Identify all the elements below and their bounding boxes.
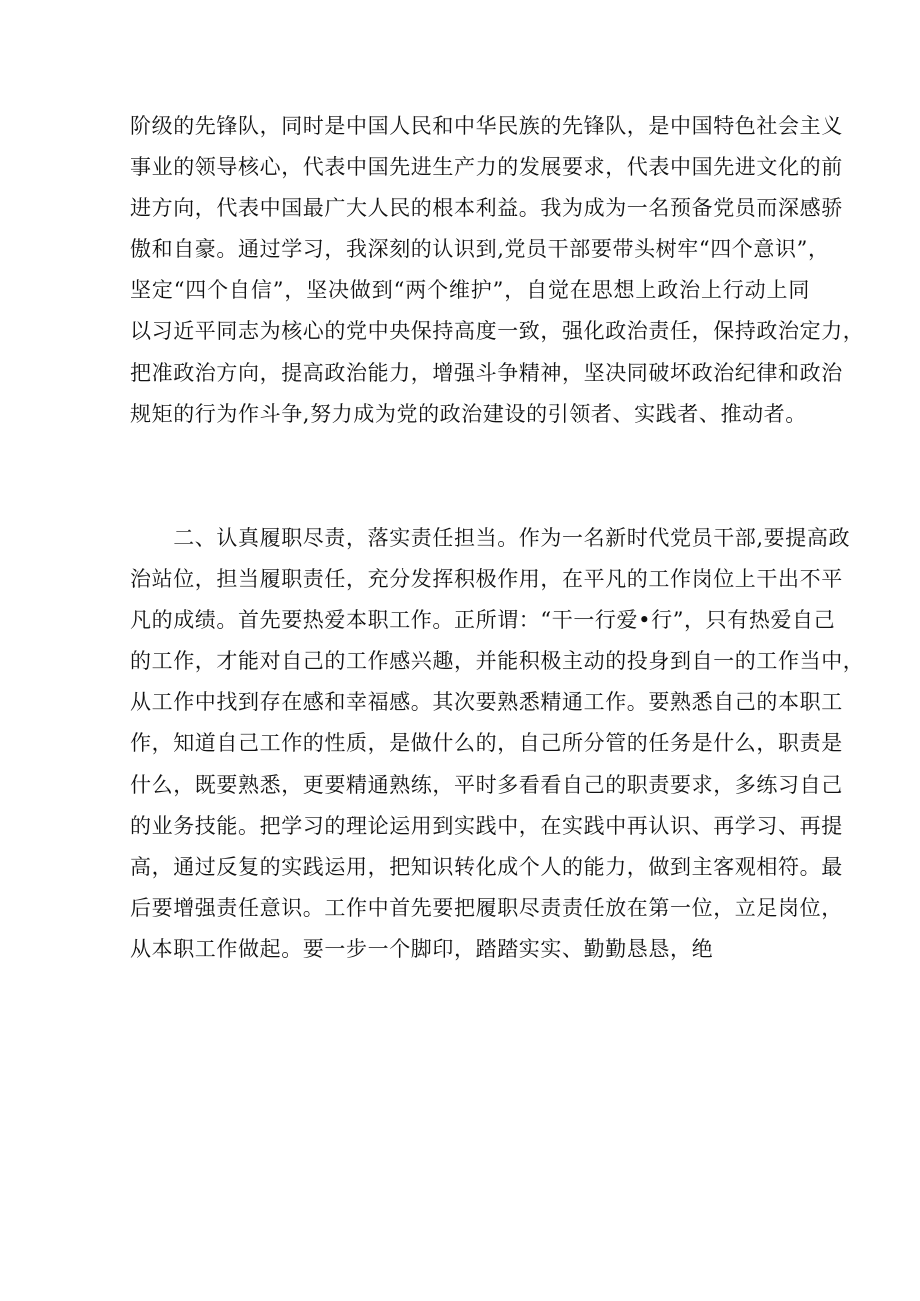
text-line: 的工作，才能对自己的工作感兴趣，并能积极主动的投身到自一的工作当中， [130,649,865,674]
text-line: 作，知道自己工作的性质，是做什么的，自己所分管的任务是什么，职责是 [130,731,843,756]
text-line: 从工作中找到存在感和幸福感。其次要熟悉精通工作。要熟悉自己的本职工 [130,690,843,715]
text-line: 坚定“四个自信”，坚决做到“两个维护”，自觉在思想上政治上行动上同 [130,278,810,303]
text-line: 什么，既要熟悉，更要精通熟练，平时多看看自己的职责要求，多练习自己 [130,772,843,797]
text-line: 傲和自豪。通过学习，我深刻的认识到,党员干部要带头树牢“四个意识”， [130,237,830,262]
text-line-last: 规矩的行为作斗争,努力成为党的政治建设的引领者、实践者、推动者。 [130,401,807,426]
text-line: 的业务技能。把学习的理论运用到实践中，在实践中再认识、再学习、再提 [130,813,843,838]
paragraph-1 [130,106,865,435]
text-line: 后要增强责任意识。工作中首先要把履职尽责责任放在第一位，立足岗位， [130,895,843,920]
text-line: 事业的领导核心，代表中国先进生产力的发展要求，代表中国先进文化的前 [130,155,843,180]
text-line-last: 从本职工作做起。要一步一个脚印，踏踏实实、勤勤恳恳，绝 [130,936,714,961]
text-line: 二、认真履职尽责，落实责任担当。作为一名新时代党员干部,要提高政 [130,526,851,550]
text-line: 凡的成绩。首先要热爱本职工作。正所谓：“干一行爱•行”，只有热爱自己 [130,608,836,633]
text-line: 把准政治方向，提高政治能力，增强斗争精神，坚决同破坏政治纪律和政治 [130,360,843,385]
text-line: 阶级的先锋队，同时是中国人民和中华民族的先锋队，是中国特色社会主义 [130,114,843,138]
text-line: 治站位，担当履职责任，充分发挥积极作用，在平凡的工作岗位上干出不平 [130,567,843,592]
text-line: 进方向，代表中国最广大人民的根本利益。我为成为一名预备党员而深感骄 [130,196,843,221]
paragraph-2 [130,518,865,970]
text-line: 以习近平同志为核心的党中央保持高度一致，强化政治责任，保持政治定力， [130,319,865,344]
text-line: 高，通过反复的实践运用，把知识转化成个人的能力，做到主客观相符。最 [130,854,843,879]
